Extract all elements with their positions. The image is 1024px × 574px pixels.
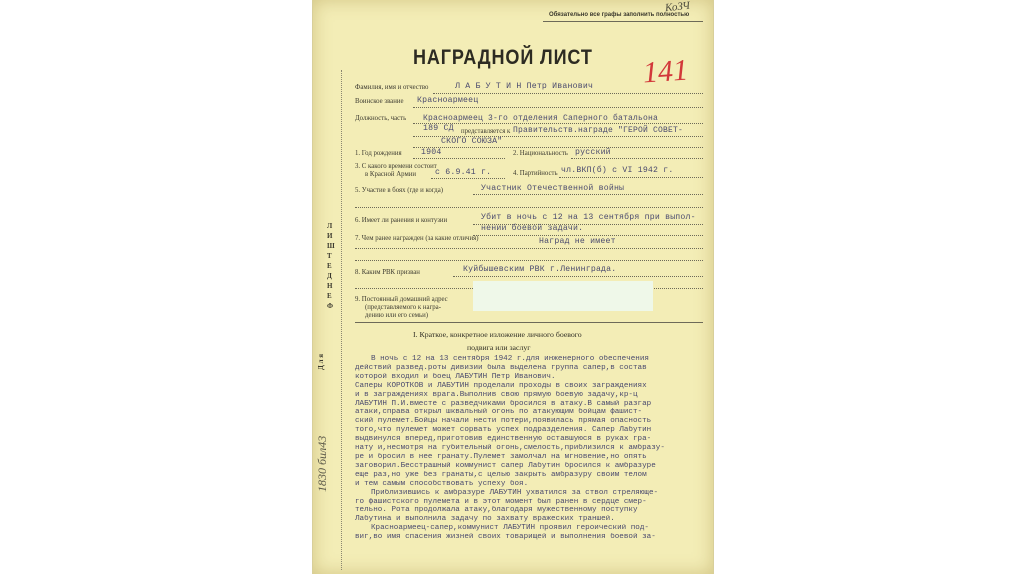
narrative-line: которой входил и боец ЛАБУТИН Петр Иванович. bbox=[355, 372, 556, 381]
awards-value: Наград не имеет bbox=[539, 237, 616, 246]
narrative-line: ский пулемет.Бойцы начали нести потери,появилась прямая опасность bbox=[355, 417, 652, 426]
narrative-line: тельно. Рота продолжала атаку,благодаря мужественному поступку bbox=[355, 506, 638, 515]
wounds-value: Убит в ночь с 12 на 13 сентября при выпол- bbox=[481, 213, 696, 222]
service-since-label-2: в Красной Армии bbox=[365, 171, 417, 178]
nominated-label: представляется к bbox=[461, 128, 511, 135]
nominated-value-2: СКОГО СОЮЗА" bbox=[441, 137, 503, 146]
margin-handwritten-note: 1830 бил43 bbox=[315, 435, 329, 492]
party-value: чл.ВКП(б) с VI 1942 г. bbox=[561, 166, 674, 175]
rvk-value: Куйбышевским РВК г.Ленинграда. bbox=[463, 265, 617, 274]
service-since-value: с 6.9.41 г. bbox=[435, 168, 492, 177]
narrative-line: Лабутина и выполнила задачу по захвату вражеских траншей. bbox=[355, 515, 615, 524]
narrative-line: Саперы КОРОТКОВ и ЛАБУТИН проделали проходы в своих заграждениях bbox=[355, 381, 647, 390]
award-sheet: КоЗЧ Обязательно все графы заполнить полностью НАГРАДНОЙ ЛИСТ 141 Л И Ш Т Е Д Н Е Ф Д л я 1830 бил43 Фамилия, имя и отчество Л А Б У Т И Н Петр Иванович Воинское звание Красноармеец Должность, часть Красноармеец 3-го отделения Саперного батальона 189 СД представляется к Правительств.награде "ГЕРОЙ СОВЕТ- СКОГО СОЮЗА" 1. Год рождения 1904 2. Национальность русский 3. С какого времени состоит в Красной Армии с 6.9.41 г. 4. Партийность чл.ВКП(б) с VI 1942 г. 5. Участие в боях (где и когда) Участник Отечественной войны 6. Имеет ли ранения и контузии Убит в ночь с 12 на 13 сентября при выпол- нении боевой задачи. 7. Чем ранее награжден (за какие отличия) Наград не имеет 8. Каким РВК призван Куйбышевским РВК г.Ленинграда. 9. Постоянный домашний адрес (представляемого к награ- дению или его семьи) I. Краткое, конкретное изложение личного боевого подвига или заслуг В ночь с 12 на 13 сентября 1942 г.для инженерного обеспечения действий развед.роты дивизии была выделена группа сапер,в состав которой входил и боец ЛАБУТИН Петр Иванович. Саперы КОРОТКОВ и ЛАБУТИН проделали проходы в своих заграждениях и в заграждениях врага.Выполнив свою прямую боевую задачу,кр-ц ЛАБУТИН П.И.вместе с разведчиками бросился в атаку.В самый разгар атаки,справа открыл шквальный огонь по атакующим бойцам фашист- ский пулемет.Бойцы начали нести потери,появилась прямая опасность того,что пулемет может сорвать успех подразделения. Сапер Лабутин выдвинулся вперед,приготовив единственную оставшуюся в руках гра- нату и,несмотря на губительный огонь,смелость,приблизился к амбразу- ре и бросил в нее гранату.Пулемет замолчал на мгновение,но опять заговорил.Бесстрашный коммунист сапер Лабутин бросился к амбразуре еще раз,но уже без гранаты,с целью закрыть амбразуру своим телом и тем самым способствовать успеху боя. Приблизившись к амбразуре ЛАБУТИН ухватился за ствол стреляюще- го фашистского пулемета и в этот момент был ранен в сердце смер- тельно. Рота продолжала атаку,благодаря мужественному поступку Лабутина и выполнила задачу по захвату вражеских траншей. Красноармеец-сапер,коммунист ЛАБУТИН проявил героический под- виг,во имя спасения жизней своих товарищей и выполнения боевой за- bbox=[312, 0, 714, 574]
position-unit: 189 СД bbox=[423, 124, 454, 133]
service-since-label: 3. С какого времени состоит bbox=[355, 163, 437, 170]
narrative-line: го фашистского пулемета и в этот момент был ранен в сердце смер- bbox=[355, 497, 647, 506]
section-title: I. Краткое, конкретное изложение личного боевого bbox=[413, 330, 582, 339]
narrative-line: того,что пулемет может сорвать успех подразделения. Сапер Лабутин bbox=[355, 426, 652, 435]
position-label: Должность, часть bbox=[355, 115, 407, 122]
narrative-line: еще раз,но уже без гранаты,с целью закрыть амбразуру своим телом bbox=[355, 470, 647, 479]
narrative-line: выдвинулся вперед,приготовив единственную оставшуюся в руках гра- bbox=[355, 435, 652, 444]
narrative-line: ЛАБУТИН П.И.вместе с разведчиками бросился в атаку.В самый разгар bbox=[355, 399, 652, 408]
narrative-line: ре и бросил в нее гранату.Пулемет замолчал на мгновение,но опять bbox=[355, 452, 647, 461]
corner-note: КоЗЧ bbox=[664, 0, 691, 15]
narrative-line: действий развед.роты дивизии была выделена группа сапер,в состав bbox=[355, 363, 647, 372]
page-title: НАГРАДНОЙ ЛИСТ bbox=[413, 46, 593, 69]
red-mark: 141 bbox=[641, 53, 690, 90]
battles-label: 5. Участие в боях (где и когда) bbox=[355, 187, 444, 194]
narrative-line: Приблизившись к амбразуре ЛАБУТИН ухватился за ствол стреляюще- bbox=[371, 488, 659, 497]
address-label-3: дению или его семьи) bbox=[365, 312, 429, 319]
battles-value: Участник Отечественной войны bbox=[481, 184, 625, 193]
rvk-label: 8. Каким РВК призван bbox=[355, 269, 420, 276]
narrative-line: нату и,несмотря на губительный огонь,смелость,приблизился к амбразу- bbox=[355, 444, 665, 453]
nationality-value: русский bbox=[575, 148, 611, 157]
section-subtitle: подвига или заслуг bbox=[467, 343, 531, 352]
address-label: 9. Постоянный домашний адрес bbox=[355, 296, 448, 303]
birth-year-label: 1. Год рождения bbox=[355, 150, 402, 157]
narrative bbox=[355, 355, 703, 542]
wounds-label: 6. Имеет ли ранения и контузии bbox=[355, 217, 448, 224]
birth-year-value: 1904 bbox=[421, 148, 442, 157]
narrative-line: виг,во имя спасения жизней своих товарищей и выполнения боевой за- bbox=[355, 533, 656, 542]
margin-bottom-letters: Д л я bbox=[317, 353, 325, 370]
narrative-line: В ночь с 12 на 13 сентября 1942 г.для инженерного обеспечения bbox=[371, 355, 649, 363]
narrative-line: атаки,справа открыл шквальный огонь по атакующим бойцам фашист- bbox=[355, 408, 643, 417]
address-label-2: (представляемого к награ- bbox=[365, 304, 441, 311]
notice-text: Обязательно все графы заполнить полностью bbox=[549, 12, 690, 18]
party-label: 4. Партийность bbox=[513, 170, 558, 177]
awards-label: 7. Чем ранее награжден (за какие отличия) bbox=[355, 235, 479, 242]
name-value: Л А Б У Т И Н Петр Иванович bbox=[455, 82, 594, 91]
nominated-value: Правительств.награде "ГЕРОЙ СОВЕТ- bbox=[513, 126, 684, 135]
narrative-line: и в заграждениях врага.Выполнив свою прямую боевую задачу,кр-ц bbox=[355, 390, 638, 399]
rank-value: Красноармеец bbox=[417, 96, 479, 105]
narrative-line: и тем самым способствовать успеху боя. bbox=[355, 479, 529, 488]
address-redaction bbox=[473, 281, 653, 311]
rank-label: Воинское звание bbox=[355, 98, 404, 105]
narrative-line: заговорил.Бесстрашный коммунист сапер Лабутин бросился к амбразуре bbox=[355, 461, 656, 470]
wounds-value-2: нении боевой задачи. bbox=[481, 224, 584, 233]
nationality-label: 2. Национальность bbox=[513, 150, 568, 157]
name-label: Фамилия, имя и отчество bbox=[355, 84, 429, 91]
position-value: Красноармеец 3-го отделения Саперного батальона bbox=[423, 114, 659, 123]
narrative-line: Красноармеец-сапер,коммунист ЛАБУТИН проявил героический под- bbox=[371, 524, 649, 533]
